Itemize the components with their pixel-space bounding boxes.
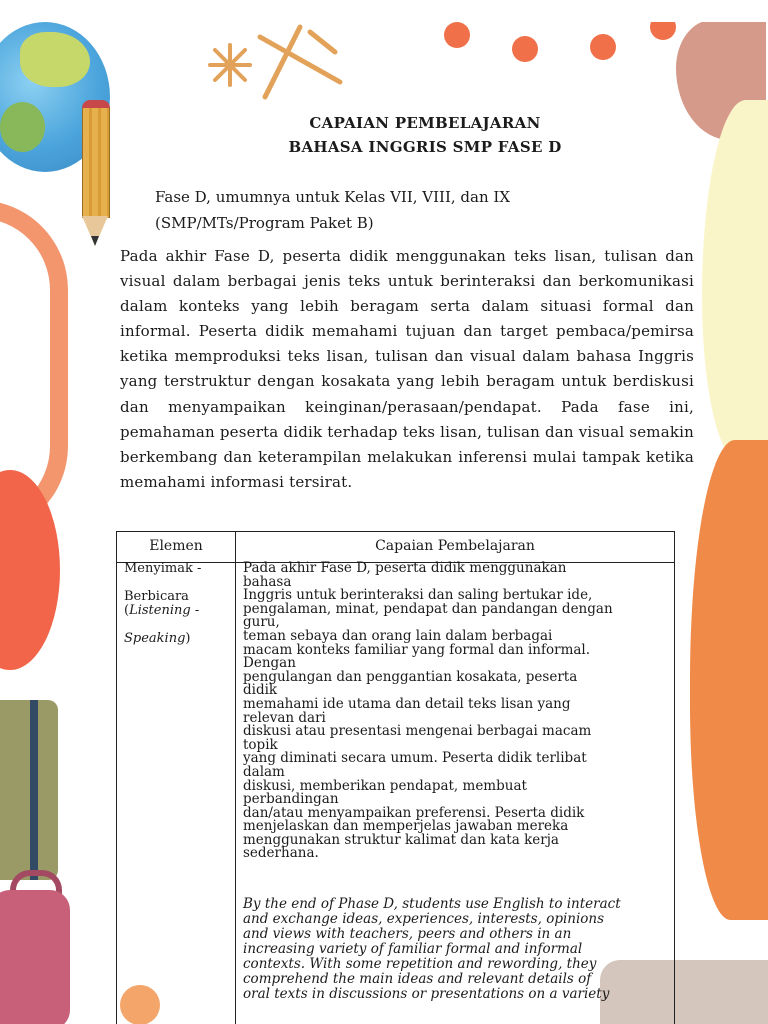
text-line: sederhana. (243, 845, 319, 862)
text-line: Pada akhir Fase D, peserta didik menggunakan (243, 560, 567, 576)
element-line: Berbicara (124, 589, 189, 604)
text-line: menjelaskan dan memperjelas jawaban mereka (243, 818, 569, 835)
text-line: relevan dari (243, 709, 326, 726)
top-margin (0, 0, 768, 22)
document-subtitle: BAHASA INGGRIS SMP FASE D (288, 138, 562, 156)
text-line: didik (243, 682, 278, 699)
indonesian-outcome-text (243, 562, 675, 861)
text-line: contexts. With some repetition and rewording, they (243, 956, 597, 973)
outcomes-cell (243, 562, 675, 1002)
element-line: Listening - (129, 603, 200, 618)
text-line: and views with teachers, peers and others in an (243, 926, 572, 943)
text-line: Dengan (243, 655, 296, 672)
element-paren: ) (185, 631, 191, 646)
text-line: pengalaman, minat, pendapat dan pandangan dengan (243, 600, 613, 617)
text-line: dan/atau menyampaikan preferensi. Peserta didik (243, 804, 585, 821)
text-line: dalam (243, 763, 285, 780)
red-blob-decoration (0, 470, 60, 670)
text-line: menggunakan struktur kalimat dan kata kerja (243, 831, 559, 848)
book-illustration (0, 700, 58, 880)
text-line: perbandingan (243, 791, 339, 808)
text-line: diskusi atau presentasi mengenai berbagai macam (243, 723, 592, 740)
table-header-outcomes: Capaian Pembelajaran (375, 538, 535, 554)
element-line: Speaking (124, 631, 186, 646)
text-line: memahami ide utama dan detail teks lisan yang (243, 695, 571, 712)
element-line: Menyimak - (124, 561, 202, 576)
text-line: oral texts in discussions or presentations on a variety (243, 986, 610, 1003)
text-line: diskusi, memberikan pendapat, membuat (243, 777, 527, 794)
learning-outcomes-table (116, 531, 675, 1024)
text-line: and exchange ideas, experiences, interests, opinions (243, 911, 605, 928)
intro-paragraph: Pada akhir Fase D, peserta didik menggunakan teks lisan, tulisan dan visual dalam berbagai jenis teks untuk berinteraksi dan berkomunikasi dalam konteks yang lebih beragam serta dalam situasi formal dan informal. Peserta didik memahami tujuan dan target pembaca/pemirsa ketika memproduksi teks lisan, tulisan dan visual dalam bahasa Inggris yang terstruktur dengan kosakata yang lebih beragam untuk berdiskusi dan menyampaikan keinginan/perasaan/pendapat. Pada fase ini, pemahaman peserta didik terhadap teks lisan, tulisan dan visual semakin berkembang dan keterampilan melakukan inferensi mulai tampak ketika memahami informasi tersirat. (120, 247, 694, 491)
dot-decoration (590, 34, 616, 60)
text-line: topik (243, 736, 278, 753)
text-line: pengulangan dan penggantian kosakata, peserta (243, 668, 578, 685)
dot-decoration (444, 22, 470, 48)
pencil-lead-illustration (91, 236, 99, 246)
backpack-illustration (0, 890, 70, 1024)
text-line: By the end of Phase D, students use English to interact (243, 896, 621, 913)
phase-description: Fase D, umumnya untuk Kelas VII, VIII, dan IX (155, 188, 511, 206)
english-outcome-text (243, 897, 675, 1002)
dot-decoration (512, 36, 538, 62)
text-line: increasing variety of familiar formal and informal (243, 941, 583, 958)
text-line: macam konteks familiar yang formal dan informal. (243, 641, 591, 658)
text-line: teman sebaya dan orang lain dalam berbagai (243, 627, 553, 644)
text-line: comprehend the main ideas and relevant details of (243, 971, 592, 988)
text-line: bahasa (243, 573, 292, 590)
table-header-element: Elemen (149, 538, 203, 554)
sparkle-icon (240, 22, 360, 102)
element-cell (124, 562, 232, 646)
phase-schools: (SMP/MTs/Program Paket B) (155, 214, 374, 232)
book-spine-illustration (30, 700, 38, 880)
text-line: Inggris untuk berinteraksi dan saling bertukar ide, (243, 587, 593, 604)
orange-blob-decoration (690, 440, 768, 920)
text-line: guru, (243, 614, 280, 631)
table-column-divider (235, 532, 236, 1024)
element-paren: ( (124, 603, 130, 618)
document-title: CAPAIAN PEMBELAJARAN (309, 114, 541, 132)
text-line: yang diminati secara umum. Peserta didik terlibat (243, 750, 587, 767)
pencil-illustration (82, 108, 110, 218)
